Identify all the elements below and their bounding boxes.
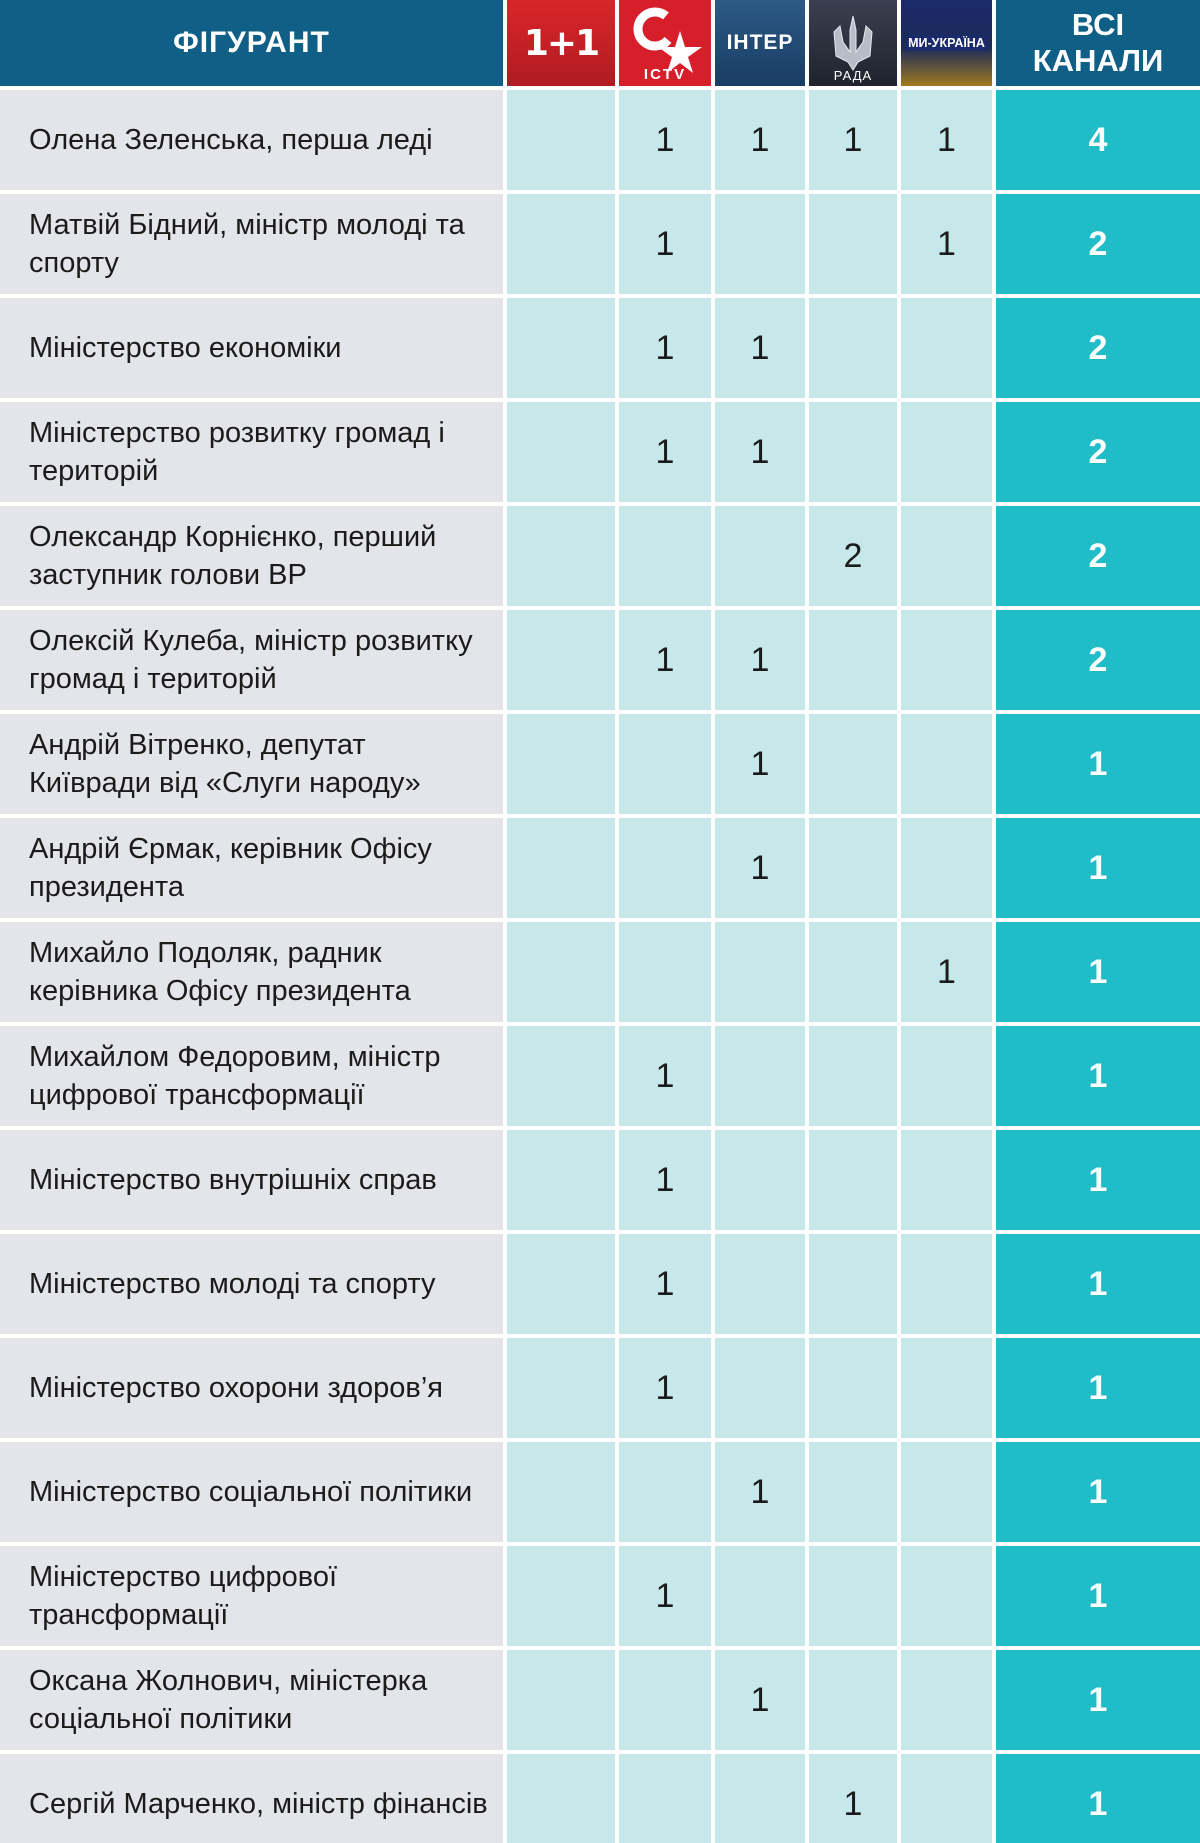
figurant-name: Олександр Корнієнко, перший заступник голови ВР — [29, 521, 437, 591]
channel-count-cell — [901, 714, 996, 818]
channel-count-cell — [715, 1754, 809, 1843]
channel-count-value: 1 — [655, 1264, 675, 1303]
channel-count-cell — [715, 610, 809, 714]
channel-count-cell — [715, 402, 809, 506]
total-count-cell — [996, 1442, 1200, 1546]
total-count-cell — [996, 194, 1200, 298]
channel-count-cell — [715, 1650, 809, 1754]
1plus1-logo-icon — [507, 0, 619, 90]
channel-count-cell — [507, 610, 619, 714]
channel-count-cell — [619, 1442, 715, 1546]
channel-count-cell — [901, 1546, 996, 1650]
channel-count-cell — [901, 90, 996, 194]
total-count-value: 1 — [1088, 1680, 1108, 1719]
total-count-value: 1 — [1088, 1368, 1108, 1407]
total-count-cell — [996, 1546, 1200, 1650]
channel-count-cell — [619, 1650, 715, 1754]
channel-count-cell — [901, 1234, 996, 1338]
ictv-logo-text: ICTV — [643, 66, 687, 83]
total-count-cell — [996, 1130, 1200, 1234]
figurant-name: Міністерство молоді та спорту — [29, 1268, 436, 1300]
channel-count-cell — [901, 1338, 996, 1442]
channel-count-cell — [619, 298, 715, 402]
channel-count-value: 1 — [937, 952, 956, 991]
channel-count-cell — [809, 1234, 901, 1338]
channel-count-cell — [715, 1546, 809, 1650]
channel-count-value: 1 — [655, 640, 675, 679]
channel-count-cell — [809, 922, 901, 1026]
channel-count-value: 1 — [937, 120, 956, 159]
channel-count-cell — [619, 402, 715, 506]
channel-count-cell — [507, 1754, 619, 1843]
figurant-name: Міністерство внутрішніх справ — [29, 1164, 437, 1196]
total-count-value: 1 — [1088, 1576, 1108, 1615]
figurant-name: Олена Зеленська, перша леді — [29, 124, 433, 156]
channel-count-value: 1 — [750, 120, 770, 159]
total-count-cell — [996, 90, 1200, 194]
figurant-name: Сергій Марченко, міністр фінансів — [29, 1788, 488, 1820]
inter-logo-text: ІНТЕР — [726, 31, 794, 54]
row-name-cell — [0, 1754, 507, 1843]
row-name-cell — [0, 922, 507, 1026]
channel-count-cell — [901, 1650, 996, 1754]
channel-count-cell — [507, 1234, 619, 1338]
row-name-cell — [0, 506, 507, 610]
channel-count-value: 1 — [937, 224, 956, 263]
channel-count-cell — [715, 298, 809, 402]
row-name-cell — [0, 90, 507, 194]
all-channels-header-label: ВСІ КАНАЛИ — [1032, 7, 1164, 78]
channel-count-cell — [619, 1754, 715, 1843]
inter-logo-icon — [715, 0, 809, 90]
total-count-cell — [996, 818, 1200, 922]
row-name-cell — [0, 194, 507, 298]
channel-count-cell — [507, 922, 619, 1026]
channel-count-cell — [619, 1130, 715, 1234]
channel-count-cell — [715, 714, 809, 818]
channel-count-cell — [715, 90, 809, 194]
total-count-cell — [996, 402, 1200, 506]
channel-count-cell — [715, 1130, 809, 1234]
total-count-value: 1 — [1088, 952, 1108, 991]
channel-count-cell — [901, 298, 996, 402]
figurant-name: Михайлом Федоровим, міністр цифрової трансформації — [29, 1041, 441, 1111]
channel-count-cell — [901, 818, 996, 922]
channel-count-cell — [809, 818, 901, 922]
total-count-value: 1 — [1088, 1472, 1108, 1511]
column-header-figurant — [0, 0, 507, 90]
figurant-name: Андрій Вітренко, депутат Київради від «Слуги народу» — [29, 729, 421, 799]
channel-count-value: 1 — [655, 432, 675, 471]
channel-count-cell — [901, 1130, 996, 1234]
channel-count-cell — [507, 90, 619, 194]
channel-count-cell — [619, 1338, 715, 1442]
total-count-cell — [996, 506, 1200, 610]
total-count-value: 4 — [1088, 120, 1108, 159]
channel-count-value: 1 — [843, 120, 863, 159]
channel-count-cell — [619, 1546, 715, 1650]
row-name-cell — [0, 298, 507, 402]
channel-count-value: 1 — [655, 224, 675, 263]
figurant-name: Олексій Кулеба, міністр розвитку громад і територій — [29, 625, 473, 695]
channel-count-cell — [809, 194, 901, 298]
channel-count-value: 1 — [655, 1056, 675, 1095]
channel-count-value: 1 — [655, 328, 675, 367]
figurant-name: Міністерство розвитку громад і територій — [29, 417, 445, 487]
figurant-name: Михайло Подоляк, радник керівника Офісу президента — [29, 937, 411, 1007]
channel-count-cell — [809, 714, 901, 818]
column-header-all-channels — [996, 0, 1200, 90]
channel-count-value: 1 — [750, 328, 770, 367]
channel-count-cell — [619, 714, 715, 818]
channel-count-cell — [901, 402, 996, 506]
channel-count-cell — [809, 1546, 901, 1650]
channel-count-cell — [809, 90, 901, 194]
channel-count-value: 1 — [750, 744, 770, 783]
rada-trident-logo-icon — [809, 0, 901, 90]
channel-count-cell — [715, 194, 809, 298]
channel-count-cell — [901, 610, 996, 714]
total-count-cell — [996, 922, 1200, 1026]
channel-count-cell — [715, 818, 809, 922]
ictv-logo-icon — [619, 0, 715, 90]
total-count-value: 1 — [1088, 1784, 1108, 1823]
channel-count-value: 1 — [750, 848, 770, 887]
channel-count-value: 1 — [750, 1472, 770, 1511]
channel-count-cell — [809, 1650, 901, 1754]
row-name-cell — [0, 402, 507, 506]
channel-count-cell — [715, 1234, 809, 1338]
rada-logo-text: РАДА — [833, 68, 873, 83]
channel-count-value: 1 — [655, 1160, 675, 1199]
channel-count-cell — [507, 714, 619, 818]
my-ukraina-logo-icon — [901, 0, 996, 90]
total-count-value: 2 — [1088, 432, 1108, 471]
channel-count-cell — [809, 1026, 901, 1130]
channel-count-cell — [507, 1546, 619, 1650]
row-name-cell — [0, 1338, 507, 1442]
channel-count-cell — [619, 506, 715, 610]
total-count-value: 2 — [1088, 536, 1108, 575]
figurant-header-label: ФІГУРАНТ — [173, 26, 330, 59]
trident-icon — [828, 12, 878, 74]
channel-count-cell — [619, 1026, 715, 1130]
channel-count-cell — [809, 1754, 901, 1843]
total-count-cell — [996, 714, 1200, 818]
channel-count-cell — [715, 922, 809, 1026]
total-count-cell — [996, 1338, 1200, 1442]
row-name-cell — [0, 714, 507, 818]
row-name-cell — [0, 1546, 507, 1650]
total-count-value: 1 — [1088, 1264, 1108, 1303]
figurant-name: Міністерство соціальної політики — [29, 1476, 473, 1508]
row-name-cell — [0, 1234, 507, 1338]
1plus1-logo-text: 1+1 — [523, 22, 599, 64]
total-count-cell — [996, 1754, 1200, 1843]
channel-count-cell — [901, 1026, 996, 1130]
figurant-name: Андрій Єрмак, керівник Офісу президента — [29, 833, 432, 903]
channel-count-value: 1 — [843, 1784, 863, 1823]
row-name-cell — [0, 1442, 507, 1546]
channel-count-cell — [901, 922, 996, 1026]
total-count-value: 1 — [1088, 1160, 1108, 1199]
channel-count-cell — [619, 1234, 715, 1338]
channel-count-cell — [715, 1026, 809, 1130]
channel-count-cell — [619, 610, 715, 714]
channel-count-cell — [619, 818, 715, 922]
channel-count-cell — [809, 1130, 901, 1234]
channel-count-value: 1 — [750, 1680, 770, 1719]
channel-count-cell — [901, 1754, 996, 1843]
channel-count-value: 1 — [655, 1368, 675, 1407]
channel-count-cell — [809, 402, 901, 506]
channel-count-cell — [715, 1442, 809, 1546]
channel-count-cell — [809, 506, 901, 610]
channel-count-cell — [507, 194, 619, 298]
channel-count-cell — [507, 1442, 619, 1546]
total-count-cell — [996, 1234, 1200, 1338]
row-name-cell — [0, 610, 507, 714]
channel-count-value: 1 — [750, 640, 770, 679]
total-count-value: 1 — [1088, 848, 1108, 887]
channel-count-cell — [809, 298, 901, 402]
channel-count-cell — [715, 506, 809, 610]
total-count-value: 2 — [1088, 224, 1108, 263]
channel-count-cell — [507, 1130, 619, 1234]
figurant-name: Оксана Жолнович, міністерка соціальної політики — [29, 1665, 428, 1735]
channel-count-cell — [507, 818, 619, 922]
channel-count-cell — [619, 194, 715, 298]
my-ukraina-logo-text: МИ-УКРАЇНА — [908, 36, 985, 50]
row-name-cell — [0, 818, 507, 922]
channel-count-cell — [507, 1026, 619, 1130]
channel-count-cell — [619, 90, 715, 194]
channel-count-cell — [619, 922, 715, 1026]
figurant-name: Міністерство охорони здоров’я — [29, 1372, 443, 1404]
channel-count-cell — [901, 1442, 996, 1546]
channel-count-cell — [507, 506, 619, 610]
channel-count-cell — [809, 1442, 901, 1546]
figurant-name: Міністерство економіки — [29, 332, 342, 364]
channel-count-cell — [715, 1338, 809, 1442]
channel-count-cell — [507, 1650, 619, 1754]
total-count-value: 2 — [1088, 328, 1108, 367]
channel-count-cell — [901, 506, 996, 610]
total-count-cell — [996, 1026, 1200, 1130]
row-name-cell — [0, 1026, 507, 1130]
channel-count-value: 1 — [655, 120, 675, 159]
channel-count-cell — [809, 610, 901, 714]
total-count-value: 1 — [1088, 744, 1108, 783]
total-count-cell — [996, 610, 1200, 714]
channel-count-cell — [901, 194, 996, 298]
channel-count-cell — [507, 298, 619, 402]
row-name-cell — [0, 1130, 507, 1234]
channel-count-cell — [507, 402, 619, 506]
figurant-name: Матвій Бідний, міністр молоді та спорту — [29, 209, 465, 279]
channel-count-value: 1 — [655, 1576, 675, 1615]
row-name-cell — [0, 1650, 507, 1754]
total-count-value: 1 — [1088, 1056, 1108, 1095]
channel-count-value: 2 — [843, 536, 863, 575]
figurant-name: Міністерство цифрової трансформації — [29, 1561, 338, 1631]
channel-count-value: 1 — [750, 432, 770, 471]
total-count-cell — [996, 1650, 1200, 1754]
total-count-value: 2 — [1088, 640, 1108, 679]
total-count-cell — [996, 298, 1200, 402]
channel-count-cell — [507, 1338, 619, 1442]
channel-count-cell — [809, 1338, 901, 1442]
